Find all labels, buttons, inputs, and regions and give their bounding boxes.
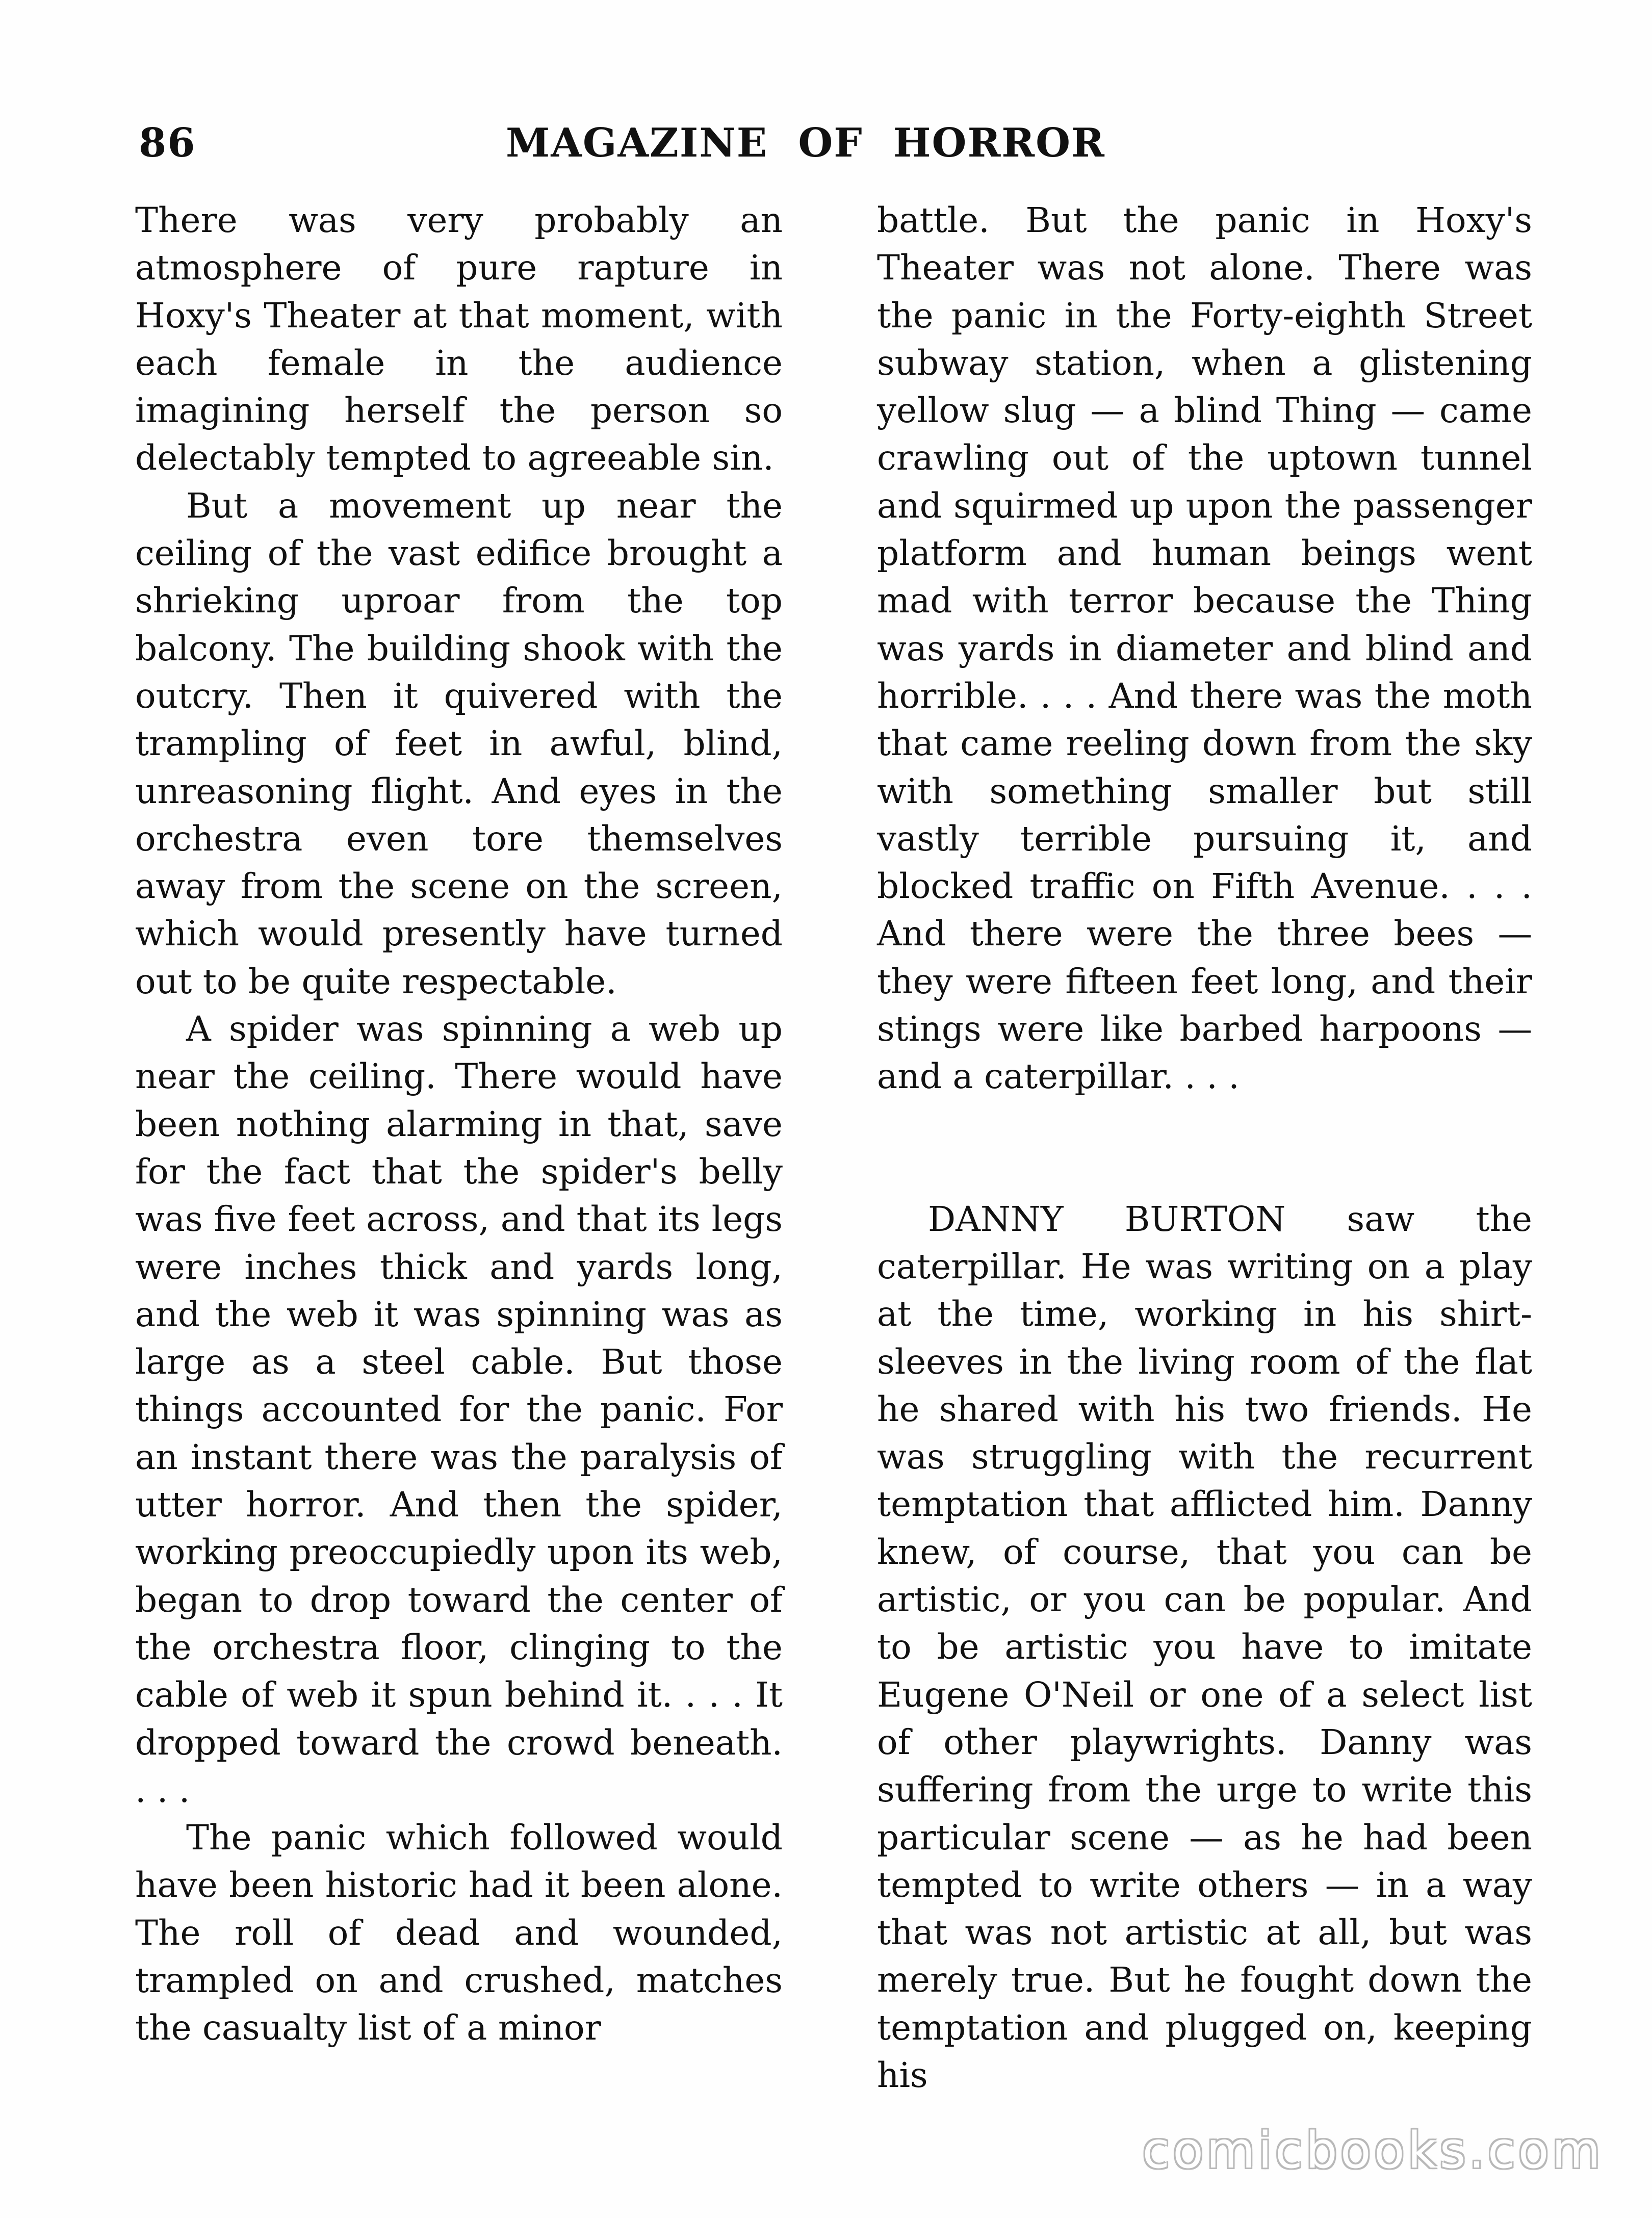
paragraph: A spider was spinning a web up near the ceiling. There would have been nothing alarming in that, save for the fact that the spider's belly was five feet across, and that its legs were inches thick and yards long, and the web it was spinning was as large as a steel cable. But those things accounted for the panic. For an instant there was the paralysis of utter horror. And then the spider, working preoccupiedly upon its web, began to drop toward the center of the orchestra floor, clinging to the cable of web it spun behind it. . . . It dropped toward the crowd beneath. . . . (135, 1009, 783, 1810)
magazine-title: MAGAZINE OF HORROR (506, 120, 1105, 166)
paragraph: But a movement up near the ceiling of the vast edifice brought a shrieking uproar from the top balcony. The building shook with the outcry. Then it quivered with the trampling of feet in awful, blind, unreasoning flight. And eyes in the orchestra even tore themselves away from the scene on the screen, which would presently have turned out to be quite respectable. (135, 485, 783, 1001)
running-header (139, 120, 1513, 181)
paragraph: battle. But the panic in Hoxy's Theater was not alone. There was the panic in the Forty-eighth Street subway station, when a glistening yellow slug — a blind Thing — came crawling out of the uptown tunnel and squirmed up upon the passenger platform and human beings went mad with terror because the Thing was yards in diameter and blind and horrible. . . . And there was the moth that came reeling down from the sky with something smaller but still vastly terrible pursuing it, and blocked traffic on Fifth Avenue. . . . And there were the three bees — they were fifteen feet long, and their stings were like barbed harpoons — and a caterpillar. . . . (877, 200, 1532, 1097)
right-text-column (877, 196, 1532, 2099)
page-number: 86 (139, 120, 196, 166)
section-start-paragraph: DANNY BURTON saw the caterpillar. He was writing on a play at the time, working in his shirt-sleeves in the living room of the flat he shared with his two friends. He was struggling with the recurrent temptation that afflicted him. Danny knew, of course, that you can be artistic, or you can be popular. And to be artistic you have to imitate Eugene O'Neil or one of a select list of other playwrights. Danny was suffering from the urge to write this particular scene — as he had been tempted to write others — in a way that was not artistic at all, but was merely true. But he fought down the temptation and plugged on, keeping his (877, 1198, 1532, 2095)
watermark: comicbooks.com (1142, 2122, 1604, 2180)
left-text-column (135, 196, 783, 2052)
paragraph: The panic which followed would have been historic had it been alone. The roll of dead and wounded, trampled on and crushed, matches the casualty list of a minor (135, 1817, 783, 2048)
paragraph: There was very probably an atmosphere of pure rapture in Hoxy's Theater at that moment, with each female in the audience imagining herself the person so delectably tempted to agreeable sin. (135, 200, 783, 478)
